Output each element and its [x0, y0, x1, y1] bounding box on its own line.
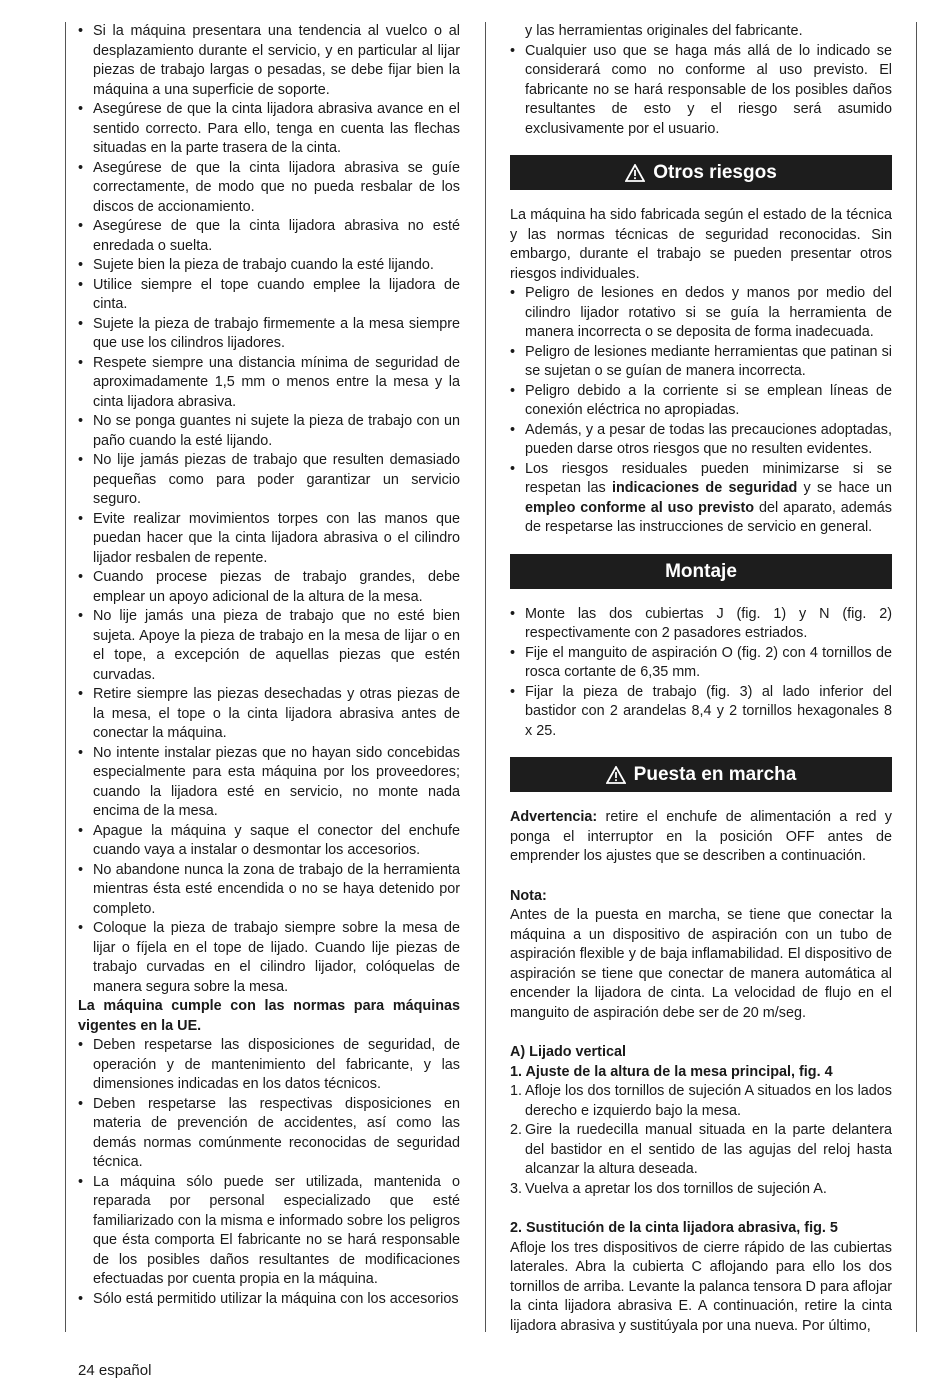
advertencia-paragraph — [510, 808, 892, 867]
list-item — [510, 460, 892, 538]
left-margin-rule — [65, 22, 66, 1332]
step-item — [510, 1180, 892, 1200]
section-title: Otros riesgos — [653, 162, 777, 183]
list-item: • Apague la máquina y saque el conector del enchufe cuando vaya a instalar o desmontar los accesorios. — [78, 822, 460, 861]
list-item: • Asegúrese de que la cinta lijadora abrasiva avance en el sentido correcto. Para ello, tenga en cuenta las flechas situadas en la parte trasera de la cinta. — [78, 100, 460, 159]
warning-icon — [625, 164, 645, 182]
step-item — [510, 1082, 892, 1121]
otros-intro: La máquina ha sido fabricada según el estado de la técnica y las normas técnicas de seguridad reconocidas. Sin embargo, durante el trabajo se pueden presentar otros riesgos individuales. — [510, 207, 892, 282]
list-item: • Retire siempre las piezas desechadas y otras piezas de la mesa, el tope o la cinta lijadora abrasiva antes de conectar la máquina. — [78, 685, 460, 744]
list-item: • Cualquier uso que se haga más allá de lo indicado se considerará como no conforme al uso previsto. El fabricante no se hará responsable de los posibles daños resultantes de esto y el riesgo será asumido exclusivamente por el usuario. — [510, 42, 892, 140]
step-number: 3. — [510, 1180, 523, 1197]
nota-text: Antes de la puesta en marcha, se tiene que conectar la máquina a un dispositivo de aspiración con un tubo de aspiración flexible y de baja inflamabilidad. El dispositivo de aspiración se tiene que conectar de manera automática al encender la lijadora de cinta. La velocidad de flujo en el manguito de aspiración debe ser de 20 m/seg. — [510, 907, 892, 1021]
list-item: • Asegúrese de que la cinta lijadora abrasiva se guíe correctamente, de modo que no pueda resbalar de los discos de accionamiento. — [78, 159, 460, 218]
list-item: • Deben respetarse las respectivas disposiciones en materia de prevención de accidentes, así como las demás normas comúnmente reconocidas de seguridad técnica. — [78, 1095, 460, 1173]
list-item: • Asegúrese de que la cinta lijadora abrasiva no esté enredada o suelta. — [78, 217, 460, 256]
norms-list — [78, 1036, 460, 1309]
list-item: • No lije jamás piezas de trabajo que resulten demasiado pequeñas como para poder garantizar un servicio seguro. — [78, 451, 460, 510]
section-header-otros-riesgos — [510, 155, 892, 190]
step-item — [510, 1121, 892, 1180]
text-run: del aparato, además de respetarse las instrucciones de servicio en general. — [525, 499, 893, 535]
montaje-list — [510, 605, 892, 742]
column-divider — [485, 22, 486, 1332]
text-run: Los riesgos residuales pueden minimizarse si se respetan las — [525, 460, 892, 496]
list-item: • Sujete la pieza de trabajo firmemente a la mesa siempre que use los cilindros lijadores. — [78, 315, 460, 354]
list-item: • No abandone nunca la zona de trabajo de la herramienta mientras ésta esté encendida o no se haya detenido por completo. — [78, 861, 460, 920]
step-number: 1. — [510, 1083, 523, 1099]
right-margin-rule — [916, 22, 917, 1332]
list-item: • No lije jamás una pieza de trabajo que no esté bien sujeta. Apoye la pieza de trabajo en la mesa de lijar o en el tope, a excepción de aquellas piezas que estén curvadas. — [78, 607, 460, 685]
list-item: • Fije el manguito de aspiración O (fig. 2) con 4 tornillos de rosca cortante de 6,35 mm. — [510, 644, 892, 683]
list-item: • Cuando procese piezas de trabajo grandes, debe emplear un apoyo adicional de la altura de la mesa. — [78, 568, 460, 607]
step-number: 2. — [510, 1122, 523, 1138]
list-item: • Utilice siempre el tope cuando emplee la lijadora de cinta. — [78, 276, 460, 315]
step-text: Afloje los dos tornillos de sujeción A situados en los lados derecho e izquierdo bajo la mesa. — [525, 1083, 892, 1119]
list-item: • No se ponga guantes ni sujete la pieza de trabajo con un paño cuando la esté lijando. — [78, 412, 460, 451]
list-item: • Si la máquina presentara una tendencia al vuelco o al desplazamiento durante el servicio, y en particular al lijar piezas de trabajo largas o pesadas, se debe fijar bien la máquina a una superficie de soporte. — [78, 22, 460, 100]
lijado-heading: A) Lijado vertical — [510, 1044, 626, 1060]
warning-icon — [606, 766, 626, 784]
continued-text: y las herramientas originales del fabricante. — [525, 23, 803, 39]
step-text: Gire la ruedecilla manual situada en la parte delantera del bastidor en el sentido de las agujas del reloj hasta alcanzar la altura deseada. — [525, 1122, 892, 1177]
list-item: • Peligro de lesiones mediante herramientas que patinan si se sujetan o se guían de manera incorrecta. — [510, 343, 892, 382]
list-item: • Sólo está permitido utilizar la máquina con los accesorios — [78, 1290, 460, 1310]
list-item: • Coloque la pieza de trabajo siempre sobre la mesa de lijar o fíjela en el tope de lijado. Cuando lije piezas de trabajo curvadas en el cilindro lijador, colóquelas de manera segura sobre la mesa. — [78, 919, 460, 997]
ajuste-steps — [510, 1082, 892, 1199]
list-item: • Además, y a pesar de todas las precauciones adoptadas, pueden darse otros riesgos que no resulten evidentes. — [510, 421, 892, 460]
section-header-montaje — [510, 554, 892, 589]
bold-run: empleo conforme al uso previsto — [525, 499, 755, 516]
list-item: • Peligro de lesiones en dedos y manos por medio del cilindro lijador rotativo si se guía la herramienta de manera incorrecta o se deposita de forma inadecuada. — [510, 284, 892, 343]
list-item: • Peligro debido a la corriente si se emplean líneas de conexión eléctrica no apropiadas. — [510, 382, 892, 421]
text-run: y se hace un — [797, 480, 892, 496]
left-column — [78, 22, 460, 1309]
ajuste-heading: 1. Ajuste de la altura de la mesa principal, fig. 4 — [510, 1063, 833, 1080]
norms-heading: La máquina cumple con las normas para máquinas vigentes en la UE. — [78, 998, 460, 1034]
list-item: • La máquina sólo puede ser utilizada, mantenida o reparada por personal especializado que esté familiarizado con la misma e informado sobre los peligros que ésta comporta El fabricante no se hará responsable de los posibles daños resultantes de modificaciones efectuadas por cuenta propia en la máquina. — [78, 1173, 460, 1290]
sustitucion-text: Afloje los tres dispositivos de cierre rápido de las cubiertas laterales. Abra la cubierta C aflojando para ello los dos tornillos de arriba. Levante la palanca tensora D para aflojar la cinta lijadora abrasiva E. A continuación, retire la cinta lijadora abrasiva y sustitúyala por una nueva. Por último, — [510, 1239, 892, 1334]
bold-run: indicaciones de seguridad — [611, 480, 798, 496]
list-item: • No intente instalar piezas que no hayan sido concebidas especialmente para esta máquina por los proveedores; cuando la lijadora esté en servicio, no monte nada encima de la mesa. — [78, 744, 460, 822]
section-title: Montaje — [665, 560, 737, 582]
right-column — [510, 22, 892, 1336]
safety-list — [78, 22, 460, 997]
page-footer: 24 español — [78, 1362, 152, 1379]
list-item: • Fijar la pieza de trabajo (fig. 3) al lado inferior del bastidor con 2 arandelas 8,4 y 2 tornillos hexagonales 8 x 25. — [510, 683, 892, 742]
risks-list — [510, 284, 892, 538]
section-title: Puesta en marcha — [633, 764, 797, 785]
list-item: • Sujete bien la pieza de trabajo cuando la esté lijando. — [78, 256, 460, 276]
use-list — [510, 42, 892, 140]
nota-label: Nota: — [510, 887, 547, 904]
step-text: Vuelva a apretar los dos tornillos de sujeción A. — [525, 1180, 827, 1197]
list-item: • Evite realizar movimientos torpes con las manos que puedan hacer que la cinta lijadora abrasiva o el cilindro lijador resbalen de repente. — [78, 510, 460, 569]
advertencia-label: Advertencia: — [510, 809, 598, 825]
list-item: • Deben respetarse las disposiciones de seguridad, de operación y de mantenimiento del fabricante, y las dimensiones indicadas en los datos técnicos. — [78, 1036, 460, 1095]
advertencia-text: retire el enchufe de alimentación a red y ponga el interruptor en la posición OFF antes de emprender los ajustes que se describen a continuación. — [510, 809, 892, 864]
list-item: • Respete siempre una distancia mínima de seguridad de aproximadamente 1,5 mm o menos entre la mesa y la cinta lijadora abrasiva. — [78, 354, 460, 413]
list-item: • Monte las dos cubiertas J (fig. 1) y N (fig. 2) respectivamente con 2 pasadores estriados. — [510, 605, 892, 644]
section-header-puesta-en-marcha — [510, 757, 892, 792]
sustitucion-heading: 2. Sustitución de la cinta lijadora abrasiva, fig. 5 — [510, 1220, 838, 1236]
